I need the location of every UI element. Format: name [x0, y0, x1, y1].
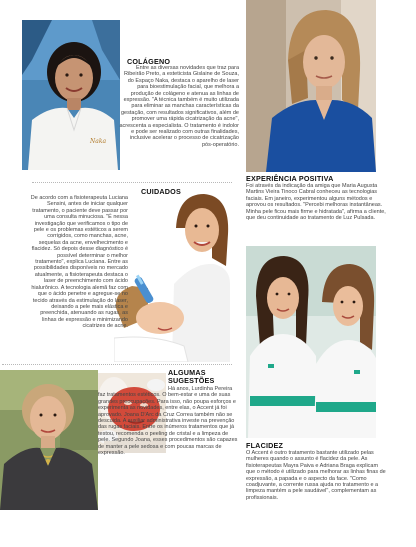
heading-colageno: COLÁGENO	[127, 57, 171, 66]
photo-gislaine	[22, 20, 120, 170]
text-flacidez: O Accent é outro tratamento bastante utilizado pelas mulheres quando o assunto é flacidez da pele. As fisioterapeutas Mayra Paiva e Adriana Braga explicam que o método é utilizado para melhorar as linhas finas de expressão, a papada e o aspecto da face. "Como coadjuvante, a corrente russa ajuda no tratamento e a limpeza mantém a pele saudável", complementam as profissionais.	[246, 450, 386, 501]
photo-fisioterapeutas	[246, 246, 376, 438]
text-cuidados: De acordo com a fisioterapeuta Luciana Sensini, antes de iniciar qualquer tratamento, o paciente deve passar por uma consulta minuciosa. "É nessa investigação que verificamos o tipo de pele e os problemas estéticos a serem corrigidos, como manchas, acne, sequelas da acne, envelhecimento e flacidez. Só depois desse diagnóstico é possível determinar o melhor tratamento", explica Luciana. Entre as possibilidades disponíveis no mercado atualmente, a fisioterapeuta destaca o laser de preenchimento com ácido hialurônico. A tecnologia alemã faz com que o ácido penetre e agregue-se no tecido através da estimulação do laser, deixando a pele mais elástica e preenchida, atenuando as rugas, as linhas de expressão e minimizando cicatrizes de acne.	[30, 195, 128, 330]
divider-middle	[2, 364, 232, 365]
photo-maria-augusta	[246, 0, 376, 172]
heading-cuidados: CUIDADOS	[141, 187, 181, 196]
heading-algumas-sugestoes: ALGUMAS SUGESTÕES	[168, 368, 215, 385]
heading-experiencia-positiva: EXPERIÊNCIA POSITIVA	[246, 174, 334, 183]
photo-lurdinha	[0, 370, 98, 510]
photo-luciana-with-patient	[114, 188, 230, 362]
heading-flacidez: FLACIDEZ	[246, 441, 284, 450]
text-experiencia-positiva: Foi através da indicação da amiga que Maria Augusta Martins Vieira Tinoco Cabral conheceu as tecnologias faciais. Em janeiro, experimentou alguns métodos e aprovou os resultados. "Percebi melhoras instantâneas. Minha pele ficou mais firme e hidratada", afirma a cliente, que deu continuidade ao tratamento de Luz Pulsada.	[246, 183, 386, 222]
text-colageno: Entre as diversas novidades que traz para Ribeirão Preto, a esteticista Gislaine de Souza, do Espaço Naka, destaca o aparelho de laser para bioestimulação facial, que melhora a produção de colágeno e atenua as linhas de expressão. "A técnica também é muito utilizada para eliminar as manchas características da gestação, com resultados significativos, além de promover uma rápida cicatrização da acne", acrescenta a especialista. O tratamento é indolor e pode ser realizado com outras finalidades, inclusive acelerar o processo de cicatrização pós-operatório.	[119, 65, 239, 148]
text-algumas-sugestoes: Há anos, Lurdinha Pereira faz tratamentos estéticos. O bem-estar e uma de suas grandes preocupações. Para isso, não poupa esforços e experimenta as novidades, entre elas, o Accent já foi aprovado. Joana D'Arc da Cruz Correa também não se descuida. A auxiliar administrativa investe na prevenção das rugas faciais. Entre os inúmeros tratamentos que já testou, recomenda o peeling de cristal e a limpeza de pele. Segundo Joana, esses procedimentos são capazes de manter a pele sedosa e com poucas marcas de expressão.	[98, 386, 238, 457]
coat-logo: Naka	[90, 138, 107, 145]
divider-top	[32, 182, 232, 183]
